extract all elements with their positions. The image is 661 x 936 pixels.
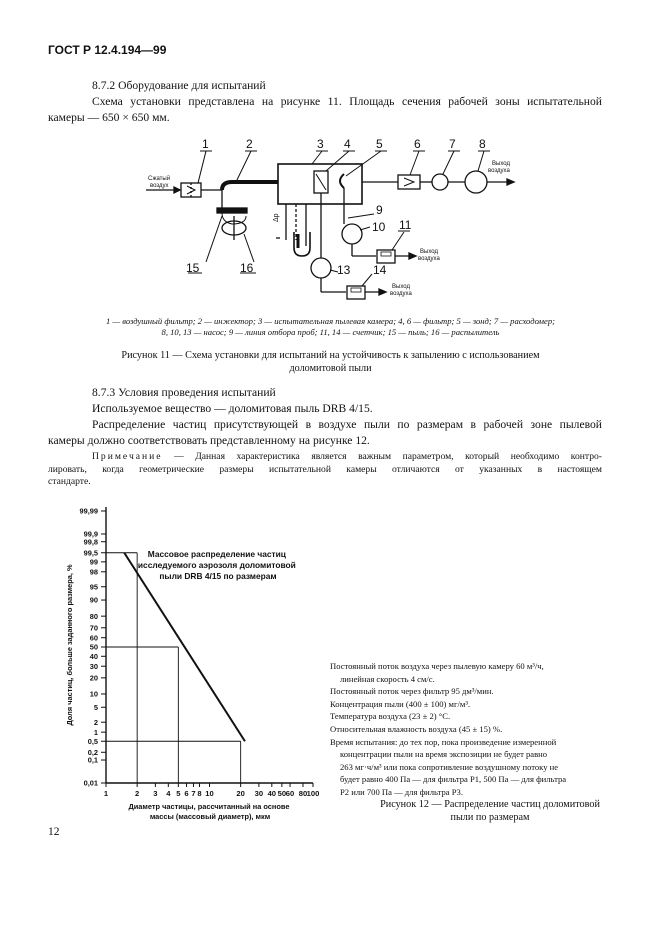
y-tick-label: 0,01	[83, 778, 98, 788]
y-tick-label: 60	[89, 633, 98, 643]
y-tick-label: 30	[89, 661, 98, 671]
x-tick-label: 30	[254, 789, 264, 798]
callout-13: 13	[337, 263, 351, 277]
section-heading-872: 8.7.2 Оборудование для испытаний	[92, 79, 266, 92]
condition-line: 263 мг·ч/м³ или пока сопротивление воздушному потоку не	[340, 761, 559, 772]
y-tick-label: 0,1	[87, 755, 98, 765]
condition-line: концентрации пыли на время экспозиции не будет равно	[340, 749, 548, 760]
condition-line: Температура воздуха (23 ± 2) °С.	[330, 711, 451, 722]
y-tick-label: 98	[89, 567, 98, 577]
figure-12-caption-line2: пыли по размерам	[450, 812, 530, 823]
y-tick-label: 99,99	[79, 506, 98, 516]
y-tick-label: 90	[89, 595, 98, 605]
condition-line: Концентрация пыли (400 ± 100) мг/м³.	[330, 698, 471, 709]
figure-11-caption	[48, 349, 613, 375]
chart-title: Массовое распределение частиц исследуемого аэрозоля доломитовой пыли DRB 4/15 по размерам	[137, 549, 296, 581]
paragraph-873-line2: Распределение частиц присутствующей в воздухе пыли по размерам в рабочей зоне пылевой	[92, 418, 602, 431]
figure-11-caption-line1: Рисунок 11 — Схема установки для испытаний на устойчивость к запылению с использованием	[121, 350, 540, 361]
paragraph-872-line2: камеры — 650 × 650 мм.	[48, 111, 170, 124]
x-tick-label: 50	[277, 789, 287, 798]
test-rig-diagram	[0, 130, 661, 312]
note-label: Примечание	[92, 451, 163, 462]
y-tick-label: 99,9	[83, 529, 98, 539]
y-tick-label: 99,8	[83, 537, 98, 547]
paragraph-873-line1: Используемое вещество — доломитовая пыль DRB 4/15.	[92, 402, 373, 415]
x-tick-label: 100	[306, 789, 320, 798]
x-tick-label: 7	[191, 789, 196, 798]
x-tick-label: 2	[135, 789, 140, 798]
callout-11: 11	[399, 218, 412, 232]
section-heading-873: 8.7.3 Условия проведения испытаний	[92, 386, 276, 399]
note-line3: стандарте.	[48, 476, 91, 488]
x-tick-label: 8	[197, 789, 202, 798]
callout-16: 16	[240, 261, 254, 275]
x-tick-label: 4	[166, 789, 171, 798]
callout-6: 6	[414, 137, 421, 151]
callout-2: 2	[246, 137, 253, 151]
chart-y-axis-label: Доля частиц, больше заданного размера, %	[65, 564, 74, 726]
paragraph-873-line3: камеры должно соответствовать представленному на рисунке 12.	[48, 434, 370, 447]
dust-chamber-box	[278, 164, 362, 204]
y-tick-label: 99	[89, 557, 98, 567]
callout-15: 15	[186, 261, 200, 275]
y-tick-label: 1	[93, 727, 98, 737]
y-tick-label: 95	[89, 582, 98, 592]
figure-11-legend-line1: 1 — воздушный фильтр; 2 — инжектор; 3 — испытательная пылевая камера; 4, 6 — фильтр; 5 — зонд; 7 — расходомер;	[105, 316, 555, 326]
callout-8: 8	[479, 137, 486, 151]
note-line2: лировать, когда геометрические размеры испытательной камеры отличаются от указанных в настоящем	[48, 463, 602, 475]
figure-11-legend	[48, 316, 613, 338]
test-conditions	[330, 660, 606, 799]
note-text-a: — Данная характеристика является важным параметром, который необходимо контро-	[162, 451, 602, 462]
x-tick-label: 6	[184, 789, 189, 798]
x-tick-label: 1	[103, 789, 109, 798]
filter-6-box	[398, 175, 420, 189]
figure-11-legend-line2: 8, 10, 13 — насос; 9 — линия отбора проб; 11, 14 — счетчик; 15 — пыль; 16 — распылитель	[161, 327, 500, 337]
chart-x-ticks	[104, 783, 319, 798]
x-tick-label: 80	[298, 789, 308, 798]
air-filter-box	[181, 183, 201, 197]
figure-12-caption-line1: Рисунок 12 — Распределение частиц доломитовой	[380, 799, 600, 810]
note-line1	[48, 451, 602, 464]
y-tick-label: 20	[89, 673, 98, 683]
y-tick-label: 10	[89, 689, 98, 699]
x-tick-label: 3	[153, 789, 158, 798]
chart-y-ticks	[80, 507, 107, 788]
outlet-label-2: Выход воздуха	[418, 249, 440, 262]
condition-line: будет равно 400 Па — для фильтра Р1, 500 Па — для фильтра	[340, 774, 567, 785]
figure-12-caption	[380, 798, 600, 824]
x-tick-label: 20	[236, 789, 245, 798]
condition-line: Постоянный поток воздуха через пылевую камеру 60 м³/ч,	[330, 661, 544, 671]
inlet-label: Сжатый воздух	[148, 176, 171, 189]
callout-9: 9	[376, 203, 383, 217]
y-tick-label: 50	[89, 642, 98, 652]
y-tick-label: 0,5	[87, 736, 98, 746]
y-tick-label: 2	[93, 717, 98, 727]
y-tick-label: 80	[89, 611, 98, 621]
chart-x-axis-label: Диаметр частицы, рассчитанный на основе массы (массовый диаметр), мкм	[128, 802, 290, 821]
doc-header: ГОСТ Р 12.4.194—99	[48, 43, 167, 57]
condition-line: линейная скорость 4 см/с.	[340, 673, 435, 684]
y-tick-label: 40	[89, 651, 98, 661]
x-tick-label: 60	[285, 789, 295, 798]
condition-line: Относительная влажность воздуха (45 ± 15) %.	[330, 723, 503, 734]
callout-7: 7	[449, 137, 456, 151]
y-tick-label: 5	[93, 702, 98, 712]
particle-size-chart	[0, 495, 330, 825]
y-tick-label: 0,2	[87, 747, 98, 757]
callout-10: 10	[372, 220, 386, 234]
condition-line: Время испытания: до тех пор, пока произведение измеренной	[330, 736, 557, 747]
callout-4: 4	[344, 137, 351, 151]
delta-p-label: Δp	[273, 213, 280, 222]
y-tick-label: 99,5	[83, 548, 98, 558]
callout-5: 5	[376, 137, 383, 151]
y-tick-label: 70	[89, 623, 98, 633]
condition-line: Р2 или 700 Па — для фильтра Р3.	[340, 786, 463, 797]
page-number: 12	[48, 826, 60, 838]
figure-11-caption-line2: доломитовой пыли	[289, 363, 372, 374]
outlet-label-3: Выход воздуха	[390, 284, 412, 297]
chart-reference-lines	[106, 553, 241, 783]
callout-3: 3	[317, 137, 324, 151]
x-tick-label: 40	[267, 789, 277, 798]
callout-14: 14	[373, 263, 387, 277]
callout-1: 1	[202, 137, 209, 151]
x-tick-label: 10	[205, 789, 214, 798]
x-tick-label: 5	[176, 789, 181, 798]
paragraph-872-line1: Схема установки представлена на рисунке 11. Площадь сечения рабочей зоны испытательной	[92, 95, 602, 108]
condition-line: Постоянный поток через фильтр 95 дм³/мин.	[330, 686, 494, 697]
outlet-label-1: Выход воздуха	[488, 161, 510, 174]
note-block	[48, 451, 602, 489]
